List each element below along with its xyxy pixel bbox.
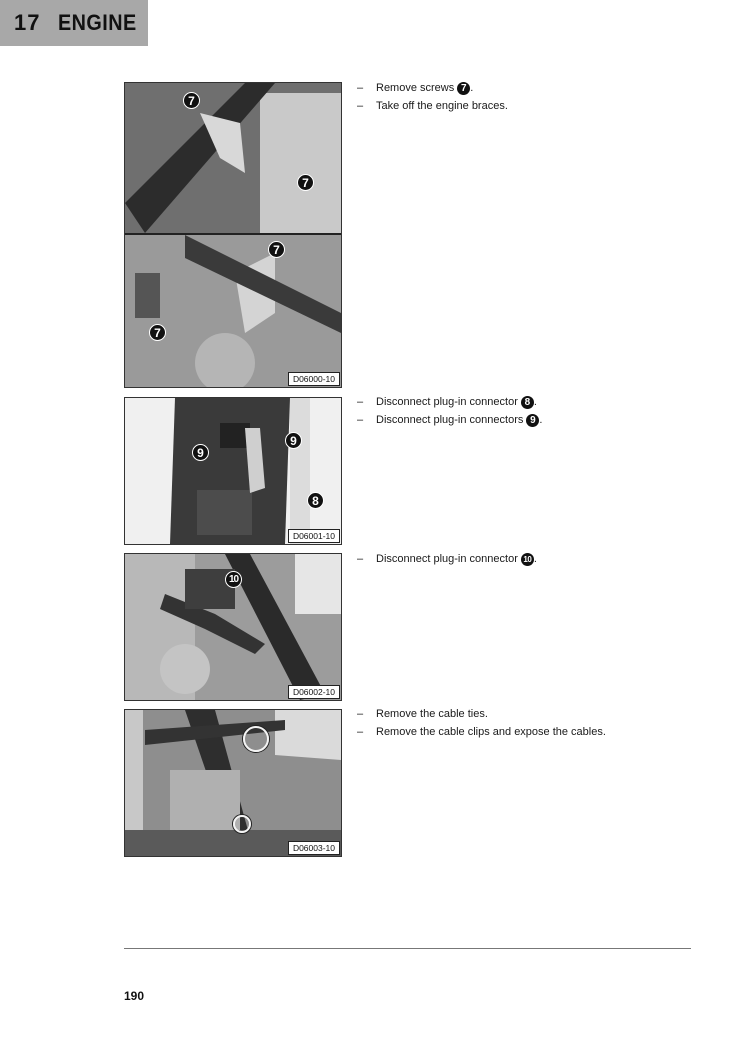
step-item — [357, 723, 606, 741]
callout-7: 7 — [183, 92, 200, 109]
inline-callout-7: 7 — [457, 82, 470, 95]
step-item — [357, 97, 508, 115]
step-suffix: . — [533, 553, 537, 565]
bullet-dash: – — [357, 100, 364, 112]
chapter-header — [0, 0, 148, 46]
callout-8: 8 — [307, 492, 324, 509]
engine-brace-photo — [125, 83, 341, 387]
callout-7: 7 — [297, 174, 314, 191]
page-number: 190 — [124, 989, 145, 1003]
step-item — [357, 79, 508, 97]
step-list — [357, 550, 537, 568]
step-item — [357, 550, 537, 568]
bullet-dash: – — [357, 553, 364, 565]
step-text: Disconnect plug-in connector — [376, 553, 518, 565]
step-text: Disconnect plug-in connectors — [376, 414, 524, 426]
step-item — [357, 393, 542, 411]
callout-10: 10 — [225, 571, 242, 588]
cable-tie-marker — [233, 815, 251, 833]
chapter-title: ENGINE — [58, 10, 138, 35]
chapter-number: 17 — [14, 10, 41, 35]
step-suffix: . — [539, 414, 543, 426]
bullet-dash: – — [357, 726, 364, 738]
step-text: Remove screws — [376, 82, 455, 94]
inline-callout-10: 10 — [521, 553, 534, 566]
step-suffix: . — [533, 396, 537, 408]
figure-caption: D06001-10 — [288, 529, 340, 543]
bullet-dash: – — [357, 396, 364, 408]
inline-callout-8: 8 — [521, 396, 534, 409]
step-list — [357, 79, 508, 115]
callout-7: 7 — [149, 324, 166, 341]
step-list — [357, 705, 606, 741]
inline-callout-9: 9 — [526, 414, 539, 427]
cable-ties-photo — [125, 710, 341, 856]
step-text: Remove the cable ties. — [376, 708, 488, 720]
cable-tie-marker — [243, 726, 269, 752]
bullet-dash: – — [357, 82, 364, 94]
step-item — [357, 705, 606, 723]
plug-connector-photo — [125, 398, 341, 544]
step-list — [357, 393, 542, 429]
step-text: Disconnect plug-in connector — [376, 396, 518, 408]
step-text: Remove the cable clips and expose the cables. — [376, 726, 606, 738]
callout-9: 9 — [192, 444, 209, 461]
bullet-dash: – — [357, 708, 364, 720]
figure-caption: D06003-10 — [288, 841, 340, 855]
callout-7: 7 — [268, 241, 285, 258]
figure-plug-connectors — [124, 397, 342, 545]
figure-caption: D06002-10 — [288, 685, 340, 699]
bullet-dash: – — [357, 414, 364, 426]
figure-cable-ties — [124, 709, 342, 857]
step-suffix: . — [470, 82, 474, 94]
figure-connector-10 — [124, 553, 342, 701]
figure-engine-braces — [124, 82, 342, 388]
callout-9: 9 — [285, 432, 302, 449]
footer-divider — [124, 948, 691, 949]
figure-caption: D06000-10 — [288, 372, 340, 386]
step-item — [357, 411, 542, 429]
step-text: Take off the engine braces. — [376, 100, 508, 112]
